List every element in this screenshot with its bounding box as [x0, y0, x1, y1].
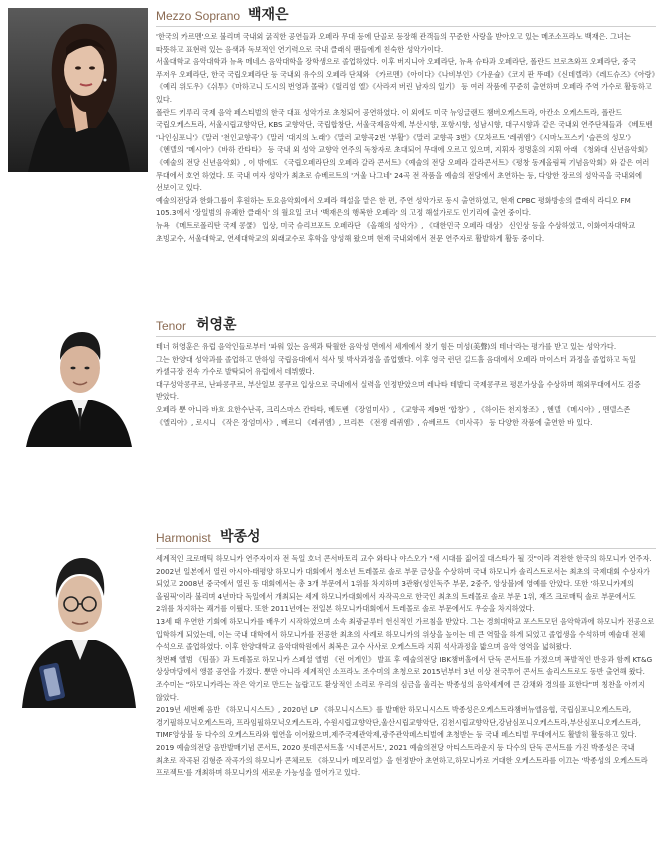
bio-paragraph: 첫번째 앨범 《팀플》과 트레몰로 하모니카 스페셜 앨범 《런 어게인》 발표 후 예술의전당 IBK챔버홀에서 단독 콘서트를 가졌으며 폭발적인 반응과 함께 KT&G 상상마당에서 앵콜 공연을 가졌다. 뿐만 아니라 세계적인 소프라노 조수미의 초청으로 2015년부터 3년 이상 전국투어 콘서트 솔리스트로도 동반 출연해 왔다. 조수미는 "하모니카라는 작은 악기로 만드는 놀랍고도 환상적인 소리로 우리의 심금을 울리는 박종성의 음악세계에 큰 감채와 경의를 표한다"며 칭찬을 아끼지 않았다.	[156, 654, 653, 702]
performer-name: 백재은	[248, 7, 289, 23]
biography	[156, 526, 656, 780]
portrait-photo	[8, 528, 148, 708]
bio-paragraph: 오페라 뿐 아니라 바흐 요한수난곡, 크리스마스 칸타타, 베토벤 《장엄미사》, 《교향곡 제9번 '합창'》, 《하이든 천지창조》, 헨델 《메시아》, 멘델스존 《엘리아》, 로시니 《작은 장엄미사》, 베르디 《레퀴엠》, 브리튼 《전쟁 레퀴엠》, 슈베르트 《미사곡》 등 다양한 작품에 출연한 바 있다.	[156, 404, 631, 427]
profile-tenor	[0, 310, 665, 460]
biography	[156, 4, 656, 245]
bio-paragraph: '한국의 카르멘'으로 불리며 국내외 굵직한 공연들과 오페라 무대 등에 단골로 등장해 관객들의 꾸준한 사랑을 받아오고 있는 메조소프라노 백재은. 그녀는 따뜻하고 표현력 있는 음색과 독보적인 연기력으로 국내 클래식 팬들에게 친숙한 성악가이다.	[156, 32, 631, 54]
performer-name: 박종성	[220, 529, 261, 545]
portrait-photo	[8, 8, 148, 172]
bio-paragraph: 세계적인 크로매틱 하모니카 연주자이자 전 독일 호너 콘서바토리 교수 와타나 야스오가 "새 시대를 짊어질 대스타가 될 것"이라 격찬한 한국의 하모니카 연주자. 2002년 일본에서 열린 아시아-태평양 하모니카 대회에서 청소년 트레몰로 솔로 부문 금상을 수상하며 국내 하모니카 솔리스트로서는 최초의 국제대회 수상자가 되었고 2008년 중국에서 열린 동 대회에서는 총 3개 부문에서 1위를 차지하며 3관왕(성인독주 부문, 2중주, 앙상블)에 영예를 안았다. 또한 '하모니카계의 올림픽'이라 불리며 4년마다 독일에서 개최되는 세계 하모니카대회에서 자작곡으로 한국인 최초의 트레몰로 솔로 부문 1위, 재즈 크로매틱 솔로 부문에서도 2위를 차지하는 쾌거를 이뤘다. 또한 2011년에는 전일본 하모니카대회에서 트레몰로 솔로 부문에서도 우승을 차지하였다.	[156, 554, 652, 614]
bio-paragraph: 2019년 세번째 음반 《하모니시스트》, 2020년 LP 《하모니시스트》를 발매한 하모니시스트 박종성은오케스트라챔버뉴앨음협, 국립심포니오케스트라, 경기필하모닉오케스트라, 프라임필하모닉오케스트라, 수원시립교향악단,울산시립교향악단, 김천시립교향악단,강남심포니오케스트라,부산심포니오케스트라, TIMF앙상블 등 다수의 오케스트라와 협연을 이어왔으며,제주국제관악제,광주관악페스티벌에 초청받는 등 국내 페스티벌 무대에서도 활발히 활동하고 있다.	[156, 705, 641, 740]
profile-heading	[156, 526, 656, 549]
bio-paragraph: 그는 한양대 성악과를 졸업하고 만하임 국립음대에서 석사 및 박사과정을 졸업했다. 이후 영국 런던 길드홀 음대에서 오페라 마이스터 과정을 졸업하고 독일 카셀극장 전속 가수로 발탁되어 유럽에서 데뷔했다.	[156, 354, 636, 377]
bio-paragraph: 테너 허영훈은 유럽 음악인들로부터 '파워 있는 음색과 탁월한 음악성 면에서 세계에서 찾기 힘든 미성(美聲)의 테너'라는 평가를 받고 있는 성악가다.	[156, 342, 617, 351]
role-label: Mezzo Soprano	[156, 9, 241, 23]
bio-paragraph: 13세 때 우연한 기회에 하모니카를 배우기 시작하였으며 소속 최광균루터 헌신적인 가르침을 받았다. 그는 경희대학교 포스트모던 음악학과에 하모니카 전공으로 입학하게 되었는데, 이는 국내 대학에서 하모니카를 전공한 최초의 사례로 하모니카의 위상을 높이는 데 큰 역할을 하게 되었고 졸업생을 수석하며 예술대 전체 수석으로 졸업하였다. 이후 한양대학교 음악대학원에서 최복은 교수 사사로 오케스트라 지휘 석사과정을 밟으며 음악 영역을 넓혀왔다.	[156, 616, 655, 652]
performer-name: 허영훈	[196, 317, 237, 333]
portrait-photo	[8, 312, 148, 447]
profile-heading	[156, 4, 656, 27]
role-label: Harmonist	[156, 531, 211, 545]
biography	[156, 314, 656, 429]
profile-heading	[156, 314, 656, 337]
bio-paragraph: 서울대학교 음악대학과 뉴욕 메네스 음악대학을 장학생으로 졸업하였다. 이후 버지니아 오페라단, 뉴욕 슈타과 오페라단, 폴란드 브로츠와프 오페라단, 중국 푸저우 오페라단, 한국 국립오페라단 등 국내외 유수의 오페라 단체와 《카르멘》《아이다》《나비부인》《가운슐》《코지 판 뚜떼》《신데렐라》《레드슈즈》《아랑》《예리 위도우》《쉬투》《마하고니 도시의 번영과 몰락》《릴리엄 엘》《사라져 버린 남자의 일기》 등 여러 작품에 꾸준히 출연하며 오페라 주역 가수로 활동하고 있다.	[156, 57, 656, 104]
bio-paragraph: 대구성악콩쿠르, 난파콩쿠르, 부산일보 콩쿠르 입상으로 국내에서 실력을 인정받았으며 레나타 테발디 국제콩쿠르 평론가상을 수상하며 해외무대에서도 검증 받았다.	[156, 379, 641, 402]
bio-paragraph: 뉴욕 《메트로폴리탄 국제 콩쿨》 입상, 미국 슈리브포트 오페라단 《올해의 성악가》, 《대한민국 오페라 대상》 신인상 등을 수상하였고, 이화여자대학교 초빙교수, 서울대학교, 연세대학교의 외래교수로 후학을 양성해 왔으며 현재 국내외에서 전문 연주자로 활발하게 활동 중이다.	[156, 220, 636, 243]
bio-paragraph: 2019 예술의전당 음반발매기념 콘서트, 2020 롯데콘서트홀 '시네콘서트', 2021 예술의전당 아티스트라운지 등 다수의 단독 콘서트를 가진 박종성은 국내 최초로 작곡된 김형준 작곡가의 하모니카 콘체르토 《하모니카 메모리얼》을 헌정받아 초연하고,하모니카로 거대한 오케스트라를 이끄는 '박종성의 오케스트라 프로젝트'를 개최하며 하모니카의 새로운 가능성을 열어가고 있다.	[156, 742, 648, 778]
role-label: Tenor	[156, 319, 187, 333]
bio-paragraph: 폴란드 키루리 국제 음악 페스티벌의 한국 대표 성악가로 초청되어 공연하였다. 이 외에도 미국 뉴잉글랜드 챔버오케스트라, 아칸소 오케스트라, 폴란드 국립오케스트라, 서울시립교향악단, KBS 교향악단, 국립합창단, 서울국제음악제, 부산시향, 포항시향, 성남시향, 대구시향과 같은 국내외 연주단체들과 《베토벤 '나인심포니'》《말러 '천인교향곡'》《말러 '대지의 노래'》《말러 교향곡2번 '부활'》《말러 교향곡 3번》《모차르트 '레퀴엠'》《시마노프스키 '슬픈의 성모'》《헨델의 '메시아'》《바하 칸타타》 등 국내 외 성악 교향악 연주의 독창자로 초대되어 무대에 오르고 있으며, 지휘자 정명훈의 지휘 아래 《청와대 신년음악회》《예술의 전당 신년음악회》, 이 밖에도 《국립오페라단의 오페라 갈라 콘서트》《예술의 전당 오페라 갈라콘서트》《평창 동계올림픽 기념음악회》와 같은 여러 무대에서 호연 하였다. 또 국내 여자 성악가 최초로 슈베르트의 '겨울 나그네' 24곡 전 작품을 예술의 전당에서 초연하는 등, 다양한 장르의 성악곡을 국내외에 선보이고 있다.	[156, 107, 653, 193]
profile-harmonist	[0, 520, 665, 853]
bio-paragraph: 예술의전당과 한화그룹이 후원하는 토요음악회에서 오페라 해설을 맡은 한 편, 주연 성악가로 동시 출연하였고, 현재 CPBC 평화방송의 클래식 라디오 FM 105.3에서 '장일범의 유쾌한 클래식' 의 월요일 코너 '백재은의 행복한 오페라' 의 고정 해설가로도 인기리에 출연 중이다.	[156, 195, 631, 218]
profile-mezzo-soprano	[0, 0, 665, 275]
